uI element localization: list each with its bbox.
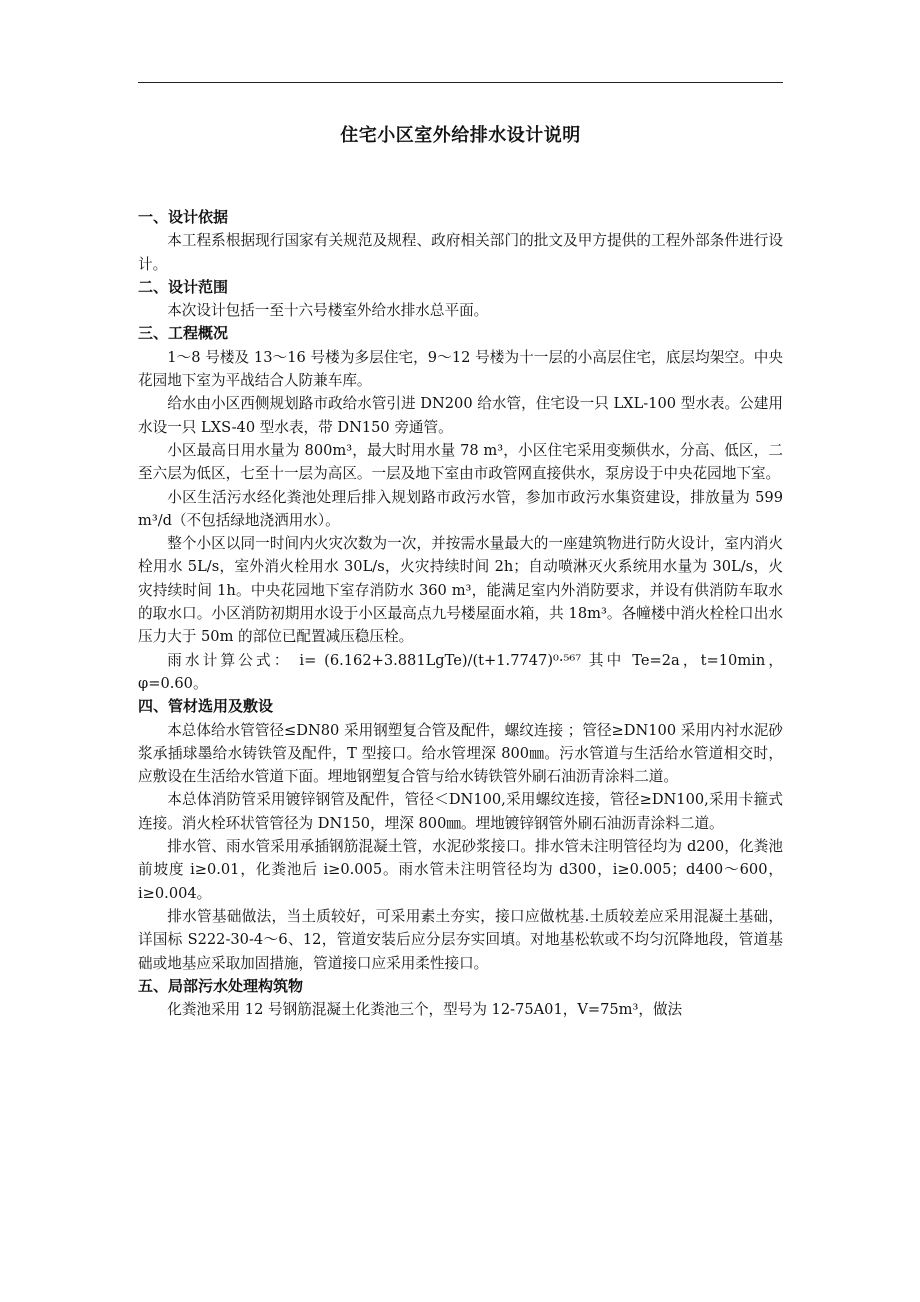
paragraph: 排水管、雨水管采用承插钢筋混凝土管，水泥砂浆接口。排水管未注明管径均为 d200，化粪池前坡度 i≥0.01，化粪池后 i≥0.005。雨水管未注明管径均为 d300，i≥0.005；d400～600，i≥0.004。 <box>138 838 783 902</box>
paragraph: 给水由小区西侧规划路市政给水管引进 DN200 给水管，住宅设一只 LXL-100 型水表。公建用水设一只 LXS-40 型水表，带 DN150 旁通管。 <box>138 395 783 436</box>
section-heading: 四、管材选用及敷设 <box>138 697 274 716</box>
section-heading: 一、设计依据 <box>138 208 229 226</box>
paragraph: 本总体消防管采用镀锌钢管及配件，管径＜DN100,采用螺纹连接，管径≥DN100,采用卡箍式连接。消火栓环状管管径为 DN150，埋深 800㎜。埋地镀锌钢管外刷石油沥青涂料二道。 <box>138 791 783 832</box>
document-body <box>138 206 783 1021</box>
paragraph: 化粪池采用 12 号钢筋混凝土化粪池三个，型号为 12-75A01，V=75m³，做法 <box>167 1001 683 1019</box>
paragraph: 小区生活污水经化粪池处理后排入规划路市政污水管，参加市政污水集资建设，排放量为 599 m³/d（不包括绿地浇洒用水）。 <box>138 488 783 529</box>
section-heading: 五、局部污水处理构筑物 <box>138 976 304 995</box>
section-heading: 三、工程概况 <box>138 324 229 343</box>
paragraph: 本次设计包括一至十六号楼室外给水排水总平面。 <box>167 302 489 320</box>
paragraph: 雨水计算公式： i= (6.162+3.881LgTe)/(t+1.7747)⁰·⁵⁶⁷ 其中 Te=2a，t=10min，φ=0.60。 <box>138 651 783 692</box>
section-heading: 二、设计范围 <box>138 277 229 296</box>
document-title: 住宅小区室外给排水设计说明 <box>340 125 581 146</box>
paragraph: 本工程系根据现行国家有关规范及规程、政府相关部门的批文及甲方提供的工程外部条件进行设计。 <box>138 232 783 273</box>
paragraph: 1～8 号楼及 13～16 号楼为多层住宅，9～12 号楼为十一层的小高层住宅，底层均架空。中央花园地下室为平战结合人防兼车库。 <box>138 348 783 390</box>
paragraph: 整个小区以同一时间内火灾次数为一次，并按需水量最大的一座建筑物进行防火设计，室内消火栓用水 5L/s，室外消火栓用水 30L/s，火灾持续时间 2h；自动喷淋灭火系统用水量为 30L/s，火灾持续时间 1h。中央花园地下室存消防水 360 m³，能满足室内外消防要求，并设有供消防车取水的取水口。小区消防初期用水设于小区最高点九号楼屋面水箱，共 18m³。各幢楼中消火栓栓口出水压力大于 50m 的部位已配置减压稳压栓。 <box>138 535 783 646</box>
header-rule <box>138 82 783 83</box>
paragraph: 小区最高日用水量为 800m³，最大时用水量 78 m³，小区住宅采用变频供水，分高、低区，二至六层为低区，七至十一层为高区。一层及地下室由市政管网直接供水，泵房设于中央花园地下室。 <box>138 441 783 483</box>
paragraph: 排水管基础做法，当土质较好，可采用素土夯实，接口应做枕基.土质较差应采用混凝土基础，详国标 S222-30-4～6、12，管道安装后应分层夯实回填。对地基松软或不均匀沉降地段，管道基础或地基应采取加固措施，管道接口应采用柔性接口。 <box>138 907 783 972</box>
paragraph: 本总体给水管管径≤DN80 采用钢塑复合管及配件，螺纹连接 ；管径≥DN100 采用内衬水泥砂浆承插球墨给水铸铁管及配件，T 型接口。给水管埋深 800㎜。污水管道与生活给水管道相交时，应敷设在生活给水管道下面。埋地钢塑复合管与给水铸铁管外刷石油沥青涂料二道。 <box>138 721 783 786</box>
